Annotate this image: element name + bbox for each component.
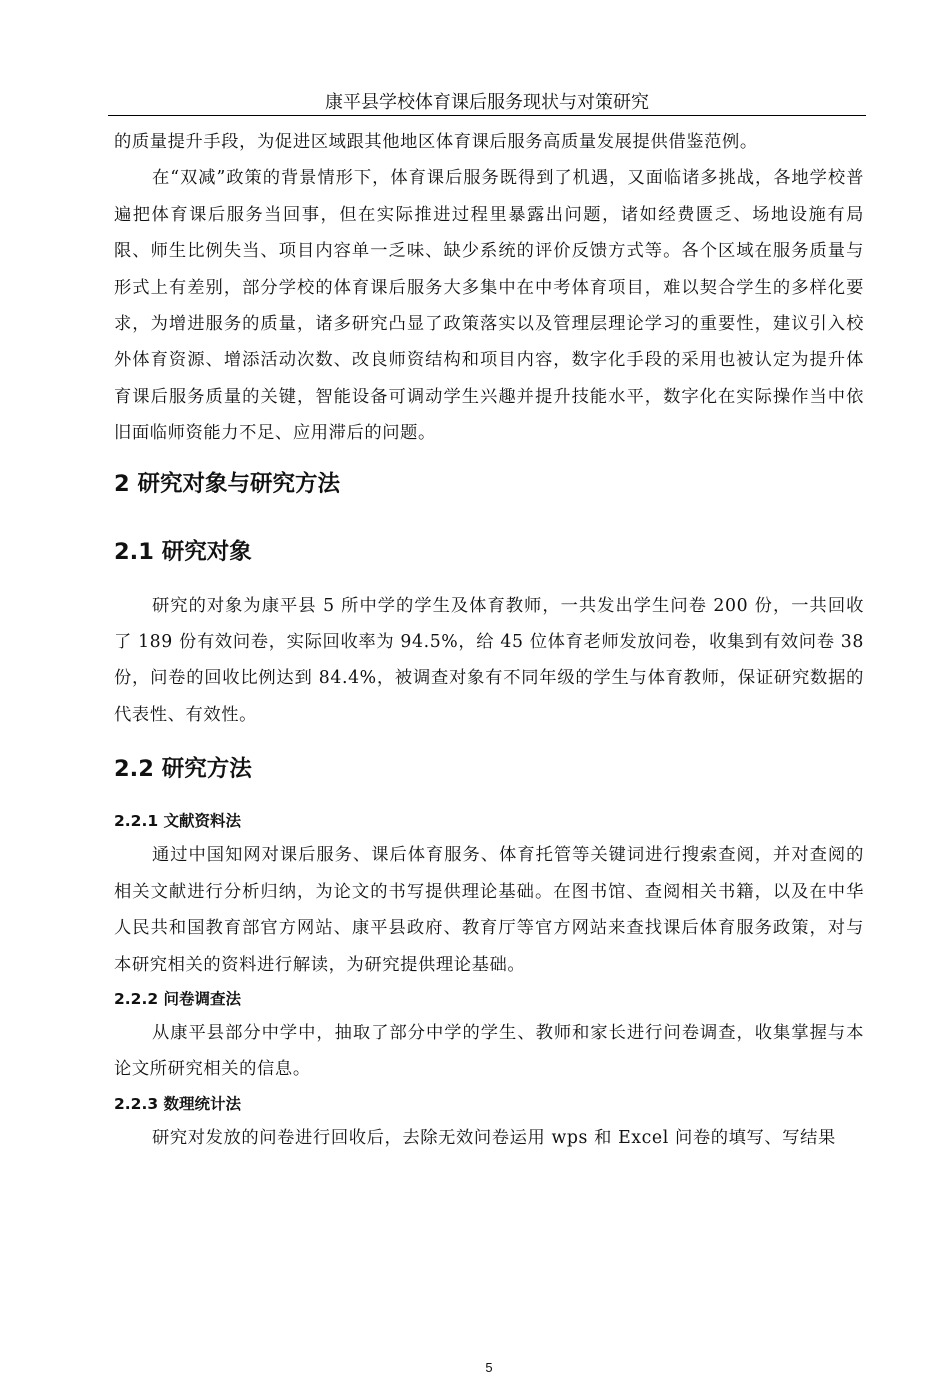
subsection-heading-2-2: 2.2 研究方法	[114, 756, 252, 783]
subsubsection-heading-2-2-2: 2.2.2 问卷调查法	[114, 989, 242, 1008]
subsection-heading-2-1: 2.1 研究对象	[114, 538, 252, 565]
paragraph-questionnaire-method: 从康平县部分中学中，抽取了部分中学的学生、教师和家长进行问卷调查，收集掌握与本论文所研究相关的信息。	[114, 1022, 864, 1080]
subsubsection-heading-2-2-1: 2.2.1 文献资料法	[114, 812, 242, 831]
section-heading-2: 2 研究对象与研究方法	[114, 470, 340, 497]
running-header-title: 康平县学校体育课后服务现状与对策研究	[325, 92, 649, 113]
page-body	[114, 124, 864, 1375]
page-number: 5	[485, 1360, 493, 1375]
subsubsection-heading-2-2-3: 2.2.3 数理统计法	[114, 1094, 242, 1113]
paragraph-intro-continuation: 的质量提升手段，为促进区域跟其他地区体育课后服务高质量发展提供借鉴范例。	[114, 132, 758, 152]
paragraph-research-subjects: 研究的对象为康平县 5 所中学的学生及体育教师，一共发出学生问卷 200 份，一共回收了 189 份有效问卷，实际回收率为 94.5%，给 45 位体育老师发放问卷，收集到有效问卷 38 份，问卷的回收比例达到 84.4%，被调查对象有不同年级的学生与体育教师，保证研究数据的代表性、有效性。	[114, 595, 864, 725]
paragraph-double-reduction: 在“双减”政策的背景情形下，体育课后服务既得到了机遇，又面临诸多挑战，各地学校普遍把体育课后服务当回事，但在实际推进过程里暴露出问题，诸如经费匮乏、场地设施有局限、师生比例失当、项目内容单一乏味、缺少系统的评价反馈方式等。各个区域在服务质量与形式上有差别，部分学校的体育课后服务大多集中在中考体育项目，难以契合学生的多样化要求，为增进服务的质量，诸多研究凸显了政策落实以及管理层理论学习的重要性，建议引入校外体育资源、增添活动次数、改良师资结构和项目内容，数字化手段的采用也被认定为提升体育课后服务质量的关键，智能设备可调动学生兴趣并提升技能水平，数字化在实际操作当中依旧面临师资能力不足、应用滞后的问题。	[114, 168, 864, 444]
header-divider	[108, 115, 866, 116]
paragraph-literature-method: 通过中国知网对课后服务、课后体育服务、体育托管等关键词进行搜索查阅，并对查阅的相关文献进行分析归纳，为论文的书写提供理论基础。在图书馆、查阅相关书籍，以及在中华人民共和国教育部官方网站、康平县政府、教育厅等官方网站来查找课后体育服务政策，对与本研究相关的资料进行解读，为研究提供理论基础。	[114, 845, 864, 975]
paragraph-statistics-method: 研究对发放的问卷进行回收后，去除无效问卷运用 wps 和 Excel 问卷的填写、写结果	[152, 1127, 836, 1148]
